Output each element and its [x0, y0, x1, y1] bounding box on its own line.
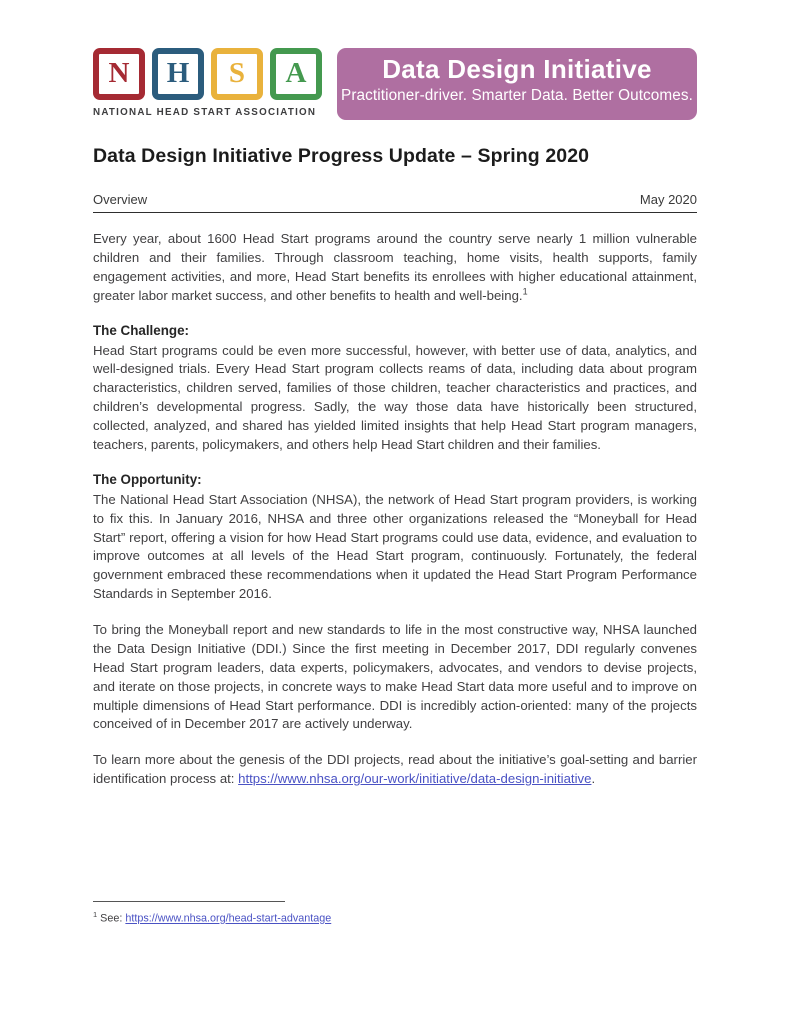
logo-block-n	[93, 48, 145, 100]
document-header	[93, 48, 697, 120]
footnote-link[interactable]: https://www.nhsa.org/head-start-advantage	[125, 912, 332, 925]
footnote-number: 1	[93, 910, 98, 919]
footnote-separator	[93, 901, 285, 902]
nhsa-logo	[93, 48, 325, 118]
org-name: NATIONAL HEAD START ASSOCIATION	[93, 107, 317, 118]
opportunity-paragraph-2: To bring the Moneyball report and new standards to life in the most constructive way, NHSA launched the Data Design Initiative (DDI.) Since the first meeting in December 2017, DDI regularly convenes Head Start program leaders, data experts, policymakers, advocates, and vendors to devise projects, and iterate on those projects, in concrete ways to make Head Start data more useful and to improve on multiple dimensions of Head Start performance. DDI is incredibly action-oriented: many of the projects conceived of in December 2017 are actively underway.	[93, 622, 697, 732]
footnote-text	[93, 910, 697, 925]
ddi-initiative-link[interactable]: https://www.nhsa.org/our-work/initiative/data-design-initiative	[238, 771, 592, 787]
date-label: May 2020	[639, 192, 697, 207]
document-body	[93, 230, 697, 789]
opportunity-paragraph-1: The National Head Start Association (NHSA), the network of Head Start program providers, is working to fix this. In January 2016, NHSA and three other organizations released the “Moneyball for Head Start” report, offering a vision for how Head Start programs could use data, evidence, and evaluation to improve outcomes at all levels of the Head Start program, continuously. Fortunately, the federal government embraced these recommendations when it updated the Head Start Program Performance Standards in September 2016.	[93, 491, 697, 602]
banner-title: Data Design Initiative	[382, 54, 652, 84]
meta-row	[93, 192, 697, 213]
logo-letter-h: H	[166, 56, 190, 89]
opportunity-heading: The Opportunity:	[93, 471, 202, 487]
page-content	[93, 48, 697, 789]
logo-letter-a: A	[285, 56, 307, 89]
logo-letter-s: S	[228, 56, 246, 89]
logo-blocks	[93, 48, 325, 100]
footnote-see-label: See:	[97, 912, 126, 925]
footnote	[93, 901, 697, 925]
page-title: Data Design Initiative Progress Update – Spring 2020	[93, 145, 590, 167]
opportunity-paragraph-3	[93, 751, 697, 789]
logo-block-h	[152, 48, 204, 100]
intro-text: Every year, about 1600 Head Start programs around the country serve nearly 1 million vulnerable children and their families. Through classroom teaching, home visits, health supports, family engagement activities, and more, Head Start benefits its enrollees with higher educational attainment, greater labor market success, and other benefits to health and well-being.	[93, 231, 697, 303]
challenge-heading: The Challenge:	[93, 322, 189, 338]
logo-letter-n: N	[108, 56, 130, 89]
ddi-banner	[337, 48, 697, 120]
learn-more-text: To learn more about the genesis of the DDI projects, read about the initiative’s goal-setting and barrier identification process at:	[93, 752, 697, 787]
logo-block-s	[211, 48, 263, 100]
overview-label: Overview	[93, 192, 148, 207]
challenge-paragraph: Head Start programs could be even more successful, however, with better use of data, analytics, and well-designed trials. Every Head Start program collects reams of data, including data about program characteristics, children served, families of those children, teacher characteristics and practices, and children’s developmental progress. Sadly, the way those data have historically been structured, collected, analyzed, and shared has yielded limited insights that help Head Start program managers, teachers, parents, policymakers, and others help Head Start children and their families.	[93, 342, 697, 452]
banner-tagline: Practitioner-driver. Smarter Data. Better Outcomes.	[341, 86, 693, 104]
logo-block-a	[270, 48, 322, 100]
footnote-ref-marker: 1	[522, 286, 528, 297]
learn-more-period: .	[591, 771, 596, 787]
intro-paragraph	[93, 230, 697, 306]
